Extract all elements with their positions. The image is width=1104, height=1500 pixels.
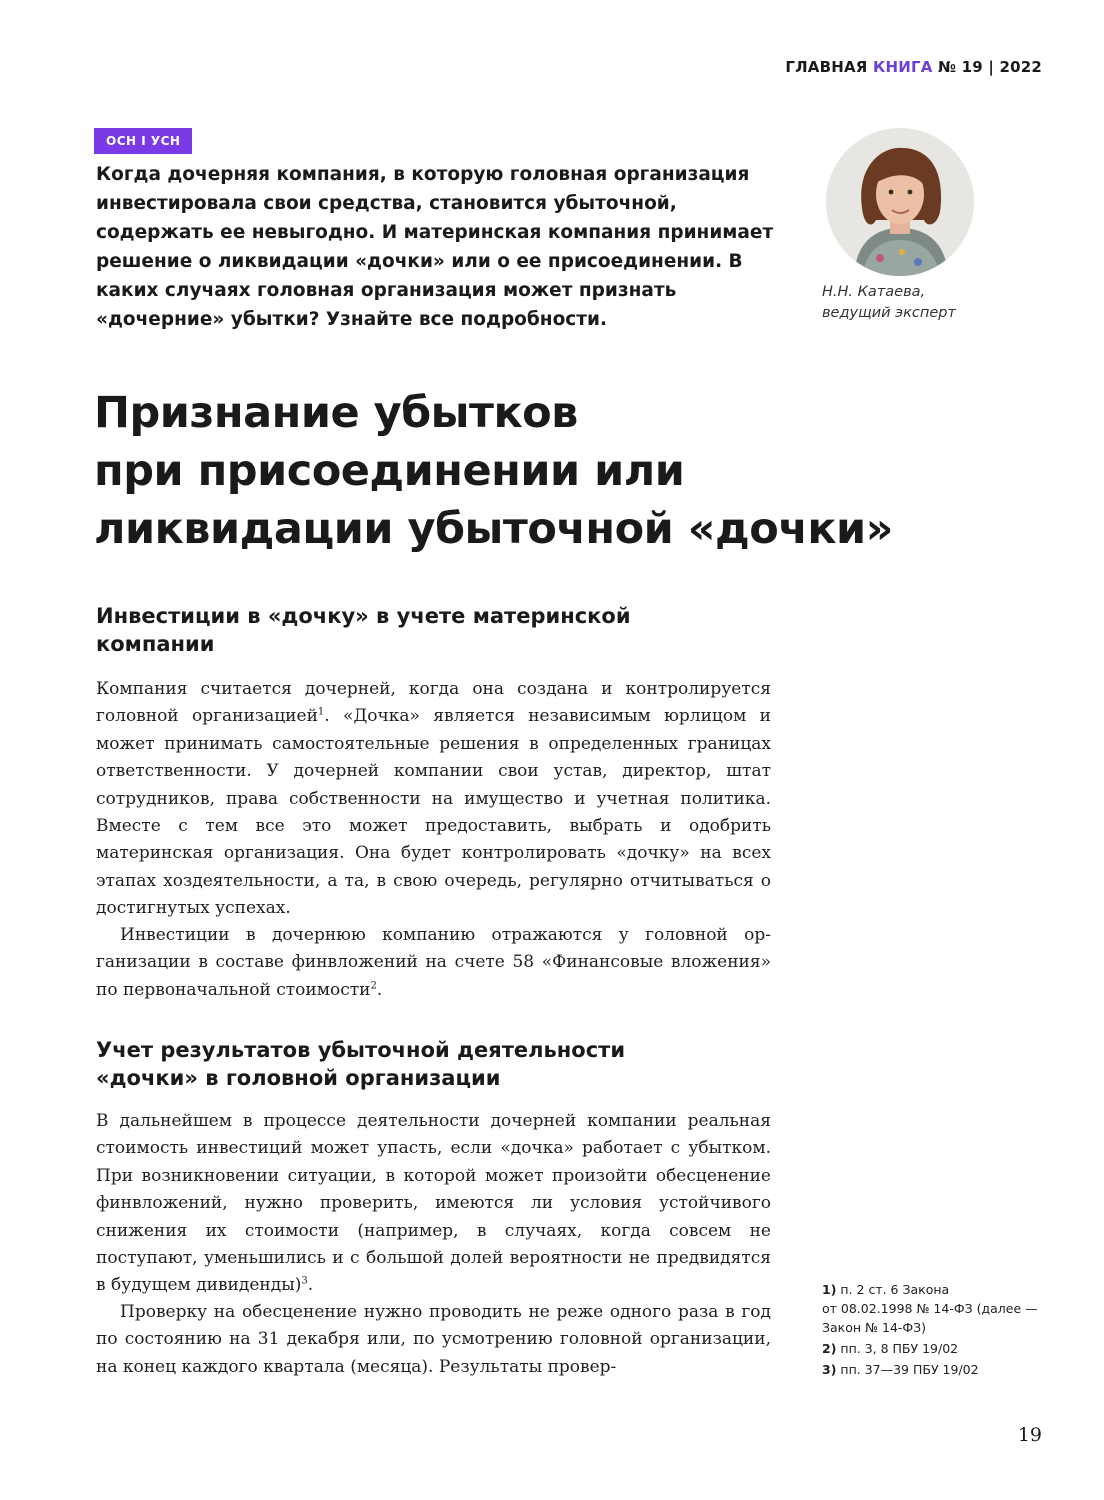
footnote-ref-1: 1 bbox=[317, 706, 325, 718]
author-caption bbox=[822, 282, 1022, 324]
title-line-1: Признание убытков bbox=[94, 388, 578, 438]
masthead bbox=[785, 58, 1042, 76]
author-role: ведущий эксперт bbox=[822, 305, 956, 321]
section2-paragraph-2: Проверку на обесценение нужно проводить не реже одного раза в год по состоянию на 31 декабря или, по усмотрению головной организации, на конец каждого квартала (месяца). Результаты провер- bbox=[96, 1302, 771, 1377]
section1-p1-text: Компания считается дочерней, когда она создана и контролируется головной организацией bbox=[96, 679, 771, 727]
section1-heading-line-1: Инвестиции в «дочку» в учете материнской bbox=[96, 604, 631, 628]
section-heading-investments bbox=[96, 602, 776, 658]
section2-p1-text: В дальнейшем в процессе деятельности дочерней компании реальная стоимость инвестиций может упасть, если «дочка» работает с убытком. При возникновении ситуации, в которой может произойти обесценение финвложений, нужно проверить, имеются ли условия устойчивого снижения их стоимости (например, в случаях, когда совсем не поступают, уменьшились и с большой долей вероятности не предвидятся в будущем дивиденды) bbox=[96, 1111, 771, 1296]
issue-number: № 19 | 2022 bbox=[937, 58, 1042, 76]
brand-accent: КНИГА bbox=[873, 58, 933, 76]
section-heading-losses bbox=[96, 1036, 776, 1092]
footnote-1-line-1: п. 2 ст. 6 Закона bbox=[840, 1282, 950, 1297]
footnote-3 bbox=[822, 1360, 1062, 1379]
section2-p1-text-cont: . bbox=[307, 1275, 314, 1296]
author-portrait-icon bbox=[826, 128, 974, 276]
section1-p2-text-cont: . bbox=[376, 979, 383, 1000]
footnote-3-line-1: пп. 37—39 ПБУ 19/02 bbox=[840, 1362, 979, 1377]
footnote-1-line-3: Закон № 14-ФЗ) bbox=[822, 1320, 927, 1335]
footnote-1 bbox=[822, 1280, 1062, 1337]
footnote-2-line-1: пп. 3, 8 ПБУ 19/02 bbox=[840, 1341, 959, 1356]
footnote-ref-2: 2 bbox=[370, 980, 377, 992]
article-title bbox=[94, 384, 994, 558]
section1-paragraph-1 bbox=[96, 676, 771, 923]
section1-p2-text: Инвестиции в дочернюю компанию отражаются у головной организации в составе финвложений на счете 58 «Финансовые вложения» по первоначальной стоимости bbox=[96, 925, 771, 1000]
lead-paragraph: Когда дочерняя компания, в которую головная организация инвестировала свои средства, становится убыточной, содержать ее невыгодно. И материнская компания принимает решение о ликвидации «дочки» или о ее присоединении. В каких случаях головная организация может признать «дочерние» убытки? Узнайте все подробности. bbox=[96, 164, 774, 330]
footnote-1-line-2: от 08.02.1998 № 14-ФЗ (далее — bbox=[822, 1301, 1038, 1316]
footnote-3-number: 3) bbox=[822, 1362, 837, 1377]
section1-p1-text-cont: . «Дочка» является независимым юрлицом и может принимать самостоятельные решения в определенных границах ответственности. У дочерней компании свои устав, директор, штат сотрудников, права собственности на имущество и учетная политика. Вместе с тем все это может предоставить, выбрать и одобрить материнская организация. Она будет контролировать «дочку» на всех этапах хоздеятельности, а та, в свою очередь, регулярно отчитываться о достигнутых успехах. bbox=[96, 706, 771, 919]
section1-heading-line-2: компании bbox=[96, 632, 215, 656]
tax-regime-tag: ОСН I УСН bbox=[94, 128, 192, 154]
brand-main: ГЛАВНАЯ bbox=[785, 58, 868, 76]
footnote-1-number: 1) bbox=[822, 1282, 837, 1297]
title-line-3: ликвидации убыточной «дочки» bbox=[94, 504, 893, 554]
section1-paragraph-2 bbox=[96, 922, 771, 1004]
title-line-2: при присоединении или bbox=[94, 446, 685, 496]
footnote-2 bbox=[822, 1339, 1062, 1358]
footnotes bbox=[822, 1280, 1062, 1381]
section2-heading-line-1: Учет результатов убыточной деятельности bbox=[96, 1038, 626, 1062]
section2-heading-line-2: «дочки» в головной организации bbox=[96, 1066, 501, 1090]
footnote-2-number: 2) bbox=[822, 1341, 837, 1356]
author-photo bbox=[826, 128, 974, 276]
author-name: Н.Н. Катаева, bbox=[822, 284, 926, 300]
page-number: 19 bbox=[1017, 1424, 1042, 1446]
footnote-ref-3: 3 bbox=[301, 1275, 308, 1287]
section2-paragraph-1 bbox=[96, 1108, 771, 1300]
